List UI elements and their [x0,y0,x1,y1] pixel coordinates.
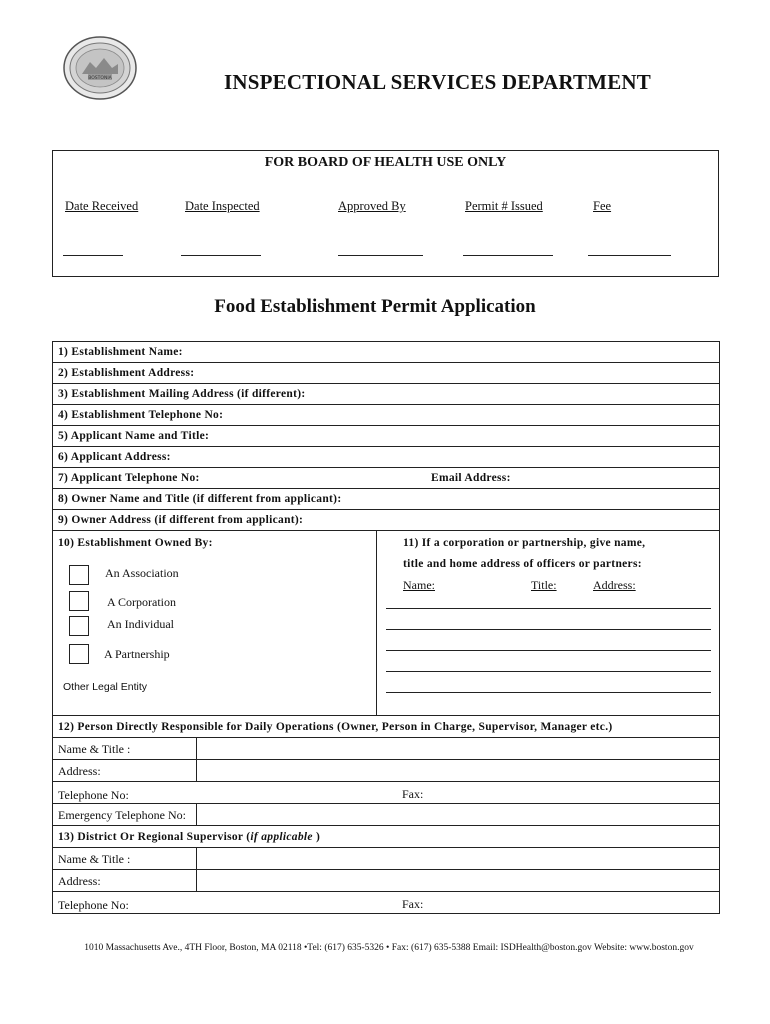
permit-issued-field[interactable] [463,255,553,256]
section13-heading: 13) District Or Regional Supervisor (if applicable ) [58,831,321,843]
s12-address-label: Address: [58,764,101,778]
other-legal-entity-label: Other Legal Entity [63,681,148,693]
board-of-health-box [52,150,719,277]
owner-address-row[interactable] [53,510,719,531]
s12-emergency-label: Emergency Telephone No: [58,808,187,822]
applicant-telephone-row[interactable] [53,468,719,489]
s12-fax-label: Fax: [402,787,424,801]
corporation-label: A Corporation [107,595,176,609]
approved-by-label: Approved By [338,199,406,213]
s12-telephone-label: Telephone No: [58,788,129,802]
department-title: INSPECTIONAL SERVICES DEPARTMENT [224,70,651,94]
officer-line-5[interactable] [386,692,711,693]
fee-label: Fee [593,199,612,213]
applicant-address-row[interactable] [53,447,719,468]
applicant-name-label: 5) Applicant Name and Title: [58,430,210,442]
officer-address-label: Address: [593,578,636,592]
fee-field[interactable] [588,255,671,256]
s12-name-title-row[interactable] [53,738,719,760]
application-form [52,341,720,914]
mailing-address-label: 3) Establishment Mailing Address (if different): [58,388,306,400]
s13-name-title-row[interactable] [53,848,719,870]
s13-fax-label: Fax: [402,897,424,911]
individual-label: An Individual [107,617,174,631]
permit-issued-label: Permit # Issued [465,199,543,213]
association-label: An Association [105,566,179,580]
officers-heading-line2: title and home address of officers or partners: [403,558,642,570]
owner-name-row[interactable] [53,489,719,510]
s13-name-title-label: Name & Title : [58,852,131,866]
board-title: FOR BOARD OF HEALTH USE ONLY [264,155,507,170]
partnership-label: A Partnership [104,647,170,661]
mailing-address-row[interactable] [53,384,719,405]
date-received-field[interactable] [63,255,123,256]
owner-address-label: 9) Owner Address (if different from applicant): [58,514,304,526]
svg-text:BOSTONIA: BOSTONIA [88,76,112,81]
date-inspected-label: Date Inspected [185,199,260,213]
s13-telephone-label: Telephone No: [58,898,129,912]
officer-name-label: Name: [403,578,435,592]
establishment-address-label: 2) Establishment Address: [58,367,195,379]
officer-title-label: Title: [531,578,557,592]
section13-heading-row [53,826,719,848]
contact-footer: 1010 Massachusetts Ave., 4TH Floor, Boston, MA 02118 •Tel: (617) 635-5326 • Fax: (617) 635-5388 Email: ISDHealth@boston.gov Website: www.boston.gov [84,943,694,953]
officer-line-1[interactable] [386,608,711,609]
approved-by-field[interactable] [338,255,423,256]
s12-address-row[interactable] [53,760,719,782]
establishment-name-row[interactable] [53,342,719,363]
partnership-checkbox[interactable] [69,644,89,664]
owner-name-label: 8) Owner Name and Title (if different from applicant): [58,493,342,505]
date-received-label: Date Received [65,199,139,213]
s12-telephone-row[interactable] [53,782,719,804]
ownership-section [53,531,719,716]
s13-telephone-row[interactable] [53,892,719,914]
s13-address-row[interactable] [53,870,719,892]
officer-line-3[interactable] [386,650,711,651]
establishment-telephone-label: 4) Establishment Telephone No: [58,409,224,421]
officers-heading-line1: 11) If a corporation or partnership, give name, [403,537,646,549]
individual-checkbox[interactable] [69,616,89,636]
form-title: Food Establishment Permit Application [214,296,536,317]
section12-heading: 12) Person Directly Responsible for Daily Operations (Owner, Person in Charge, Supervisor, Manager etc.) [58,721,613,733]
applicant-address-label: 6) Applicant Address: [58,451,171,463]
association-checkbox[interactable] [69,565,89,585]
s12-emergency-row[interactable] [53,804,719,826]
officer-line-4[interactable] [386,671,711,672]
officer-line-2[interactable] [386,629,711,630]
owned-by-heading: 10) Establishment Owned By: [58,537,213,549]
establishment-telephone-row[interactable] [53,405,719,426]
applicant-telephone-label: 7) Applicant Telephone No: [58,472,200,484]
applicant-name-row[interactable] [53,426,719,447]
email-address-label: Email Address: [431,472,511,484]
date-inspected-field[interactable] [181,255,261,256]
section12-heading-row [53,716,719,738]
s12-name-title-label: Name & Title : [58,742,131,756]
s13-address-label: Address: [58,874,101,888]
establishment-name-label: 1) Establishment Name: [58,346,183,358]
corporation-checkbox[interactable] [69,591,89,611]
establishment-address-row[interactable] [53,363,719,384]
section-divider [376,531,377,715]
